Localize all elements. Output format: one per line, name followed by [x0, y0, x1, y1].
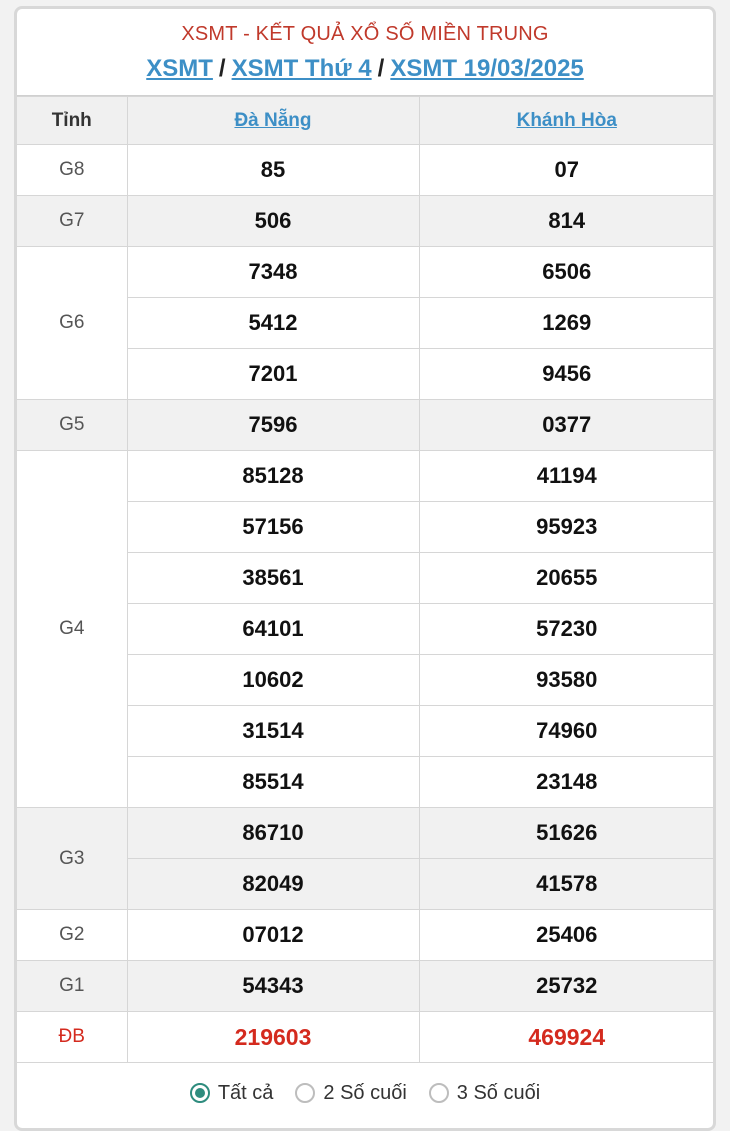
results-card: [14, 6, 716, 1131]
result-number-khanhhoa: 9456: [419, 349, 714, 400]
result-number-danang: 5412: [127, 298, 419, 349]
table-row: [17, 400, 714, 451]
province-column-header: Tỉnh: [17, 97, 127, 145]
result-number-danang: 07012: [127, 910, 419, 961]
page-title: XSMT - KẾT QUẢ XỔ SỐ MIỀN TRUNG: [181, 23, 549, 45]
results-table: [17, 96, 714, 1063]
prize-label: G2: [17, 910, 127, 961]
result-number-danang: 54343: [127, 961, 419, 1012]
result-number-khanhhoa: 93580: [419, 655, 714, 706]
radio-icon[interactable]: [429, 1083, 449, 1103]
radio-icon[interactable]: [295, 1083, 315, 1103]
result-number-danang: 64101: [127, 604, 419, 655]
prize-label: G4: [17, 451, 127, 808]
result-number-danang: 57156: [127, 502, 419, 553]
province-link-danang[interactable]: Đà Nẵng: [234, 109, 312, 131]
prize-label: G5: [17, 400, 127, 451]
result-number-danang: 85514: [127, 757, 419, 808]
result-number-khanhhoa: 25732: [419, 961, 714, 1012]
filter-last-3-label: 3 Số cuối: [456, 1081, 541, 1104]
result-number-khanhhoa: 51626: [419, 808, 714, 859]
table-row: [17, 145, 714, 196]
result-number-danang: 7348: [127, 247, 419, 298]
radio-selected-icon[interactable]: [190, 1083, 210, 1103]
result-number-khanhhoa: 1269: [419, 298, 714, 349]
breadcrumb: [17, 55, 713, 83]
result-number-khanhhoa: 95923: [419, 502, 714, 553]
breadcrumb-date-link[interactable]: XSMT 19/03/2025: [390, 55, 584, 82]
breadcrumb-weekday-link[interactable]: XSMT Thứ 4: [231, 55, 372, 82]
table-row: [17, 961, 714, 1012]
table-row: [17, 451, 714, 502]
prize-label: G1: [17, 961, 127, 1012]
result-number-danang: 86710: [127, 808, 419, 859]
results-body: [17, 145, 714, 1063]
result-number-danang: 7201: [127, 349, 419, 400]
result-number-danang: 38561: [127, 553, 419, 604]
table-row: [17, 247, 714, 298]
result-number-khanhhoa: 20655: [419, 553, 714, 604]
prize-label: G3: [17, 808, 127, 910]
results-header: [17, 9, 713, 96]
result-number-khanhhoa: 07: [419, 145, 714, 196]
result-number-khanhhoa: 23148: [419, 757, 714, 808]
result-number-danang: 85128: [127, 451, 419, 502]
filter-last-3[interactable]: [429, 1082, 540, 1105]
filter-all[interactable]: [190, 1082, 274, 1105]
result-number-khanhhoa: 74960: [419, 706, 714, 757]
table-row: [17, 1012, 714, 1063]
breadcrumb-separator: /: [218, 55, 226, 82]
result-number-khanhhoa: 41578: [419, 859, 714, 910]
result-number-danang: 10602: [127, 655, 419, 706]
result-number-danang: 7596: [127, 400, 419, 451]
table-row: [17, 910, 714, 961]
digit-filter: [17, 1063, 713, 1123]
result-number-danang: 85: [127, 145, 419, 196]
table-row: [17, 196, 714, 247]
table-row: [17, 808, 714, 859]
province-header-khanhhoa: [419, 97, 714, 145]
prize-label: ĐB: [17, 1012, 127, 1063]
filter-last-2-label: 2 Số cuối: [323, 1081, 407, 1104]
filter-last-2[interactable]: [295, 1082, 406, 1105]
result-number-danang: 219603: [127, 1012, 419, 1063]
province-link-khanhhoa[interactable]: Khánh Hòa: [516, 109, 617, 131]
result-number-khanhhoa: 25406: [419, 910, 714, 961]
result-number-khanhhoa: 469924: [419, 1012, 714, 1063]
prize-label: G7: [17, 196, 127, 247]
result-number-danang: 31514: [127, 706, 419, 757]
result-number-danang: 82049: [127, 859, 419, 910]
result-number-khanhhoa: 41194: [419, 451, 714, 502]
result-number-khanhhoa: 0377: [419, 400, 714, 451]
prize-label: G8: [17, 145, 127, 196]
table-header-row: [17, 97, 714, 145]
result-number-khanhhoa: 57230: [419, 604, 714, 655]
result-number-khanhhoa: 6506: [419, 247, 714, 298]
province-header-danang: [127, 97, 419, 145]
breadcrumb-xsmt-link[interactable]: XSMT: [146, 55, 213, 82]
filter-all-label: Tất cả: [217, 1081, 274, 1104]
prize-label: G6: [17, 247, 127, 400]
result-number-danang: 506: [127, 196, 419, 247]
result-number-khanhhoa: 814: [419, 196, 714, 247]
breadcrumb-separator: /: [377, 55, 385, 82]
